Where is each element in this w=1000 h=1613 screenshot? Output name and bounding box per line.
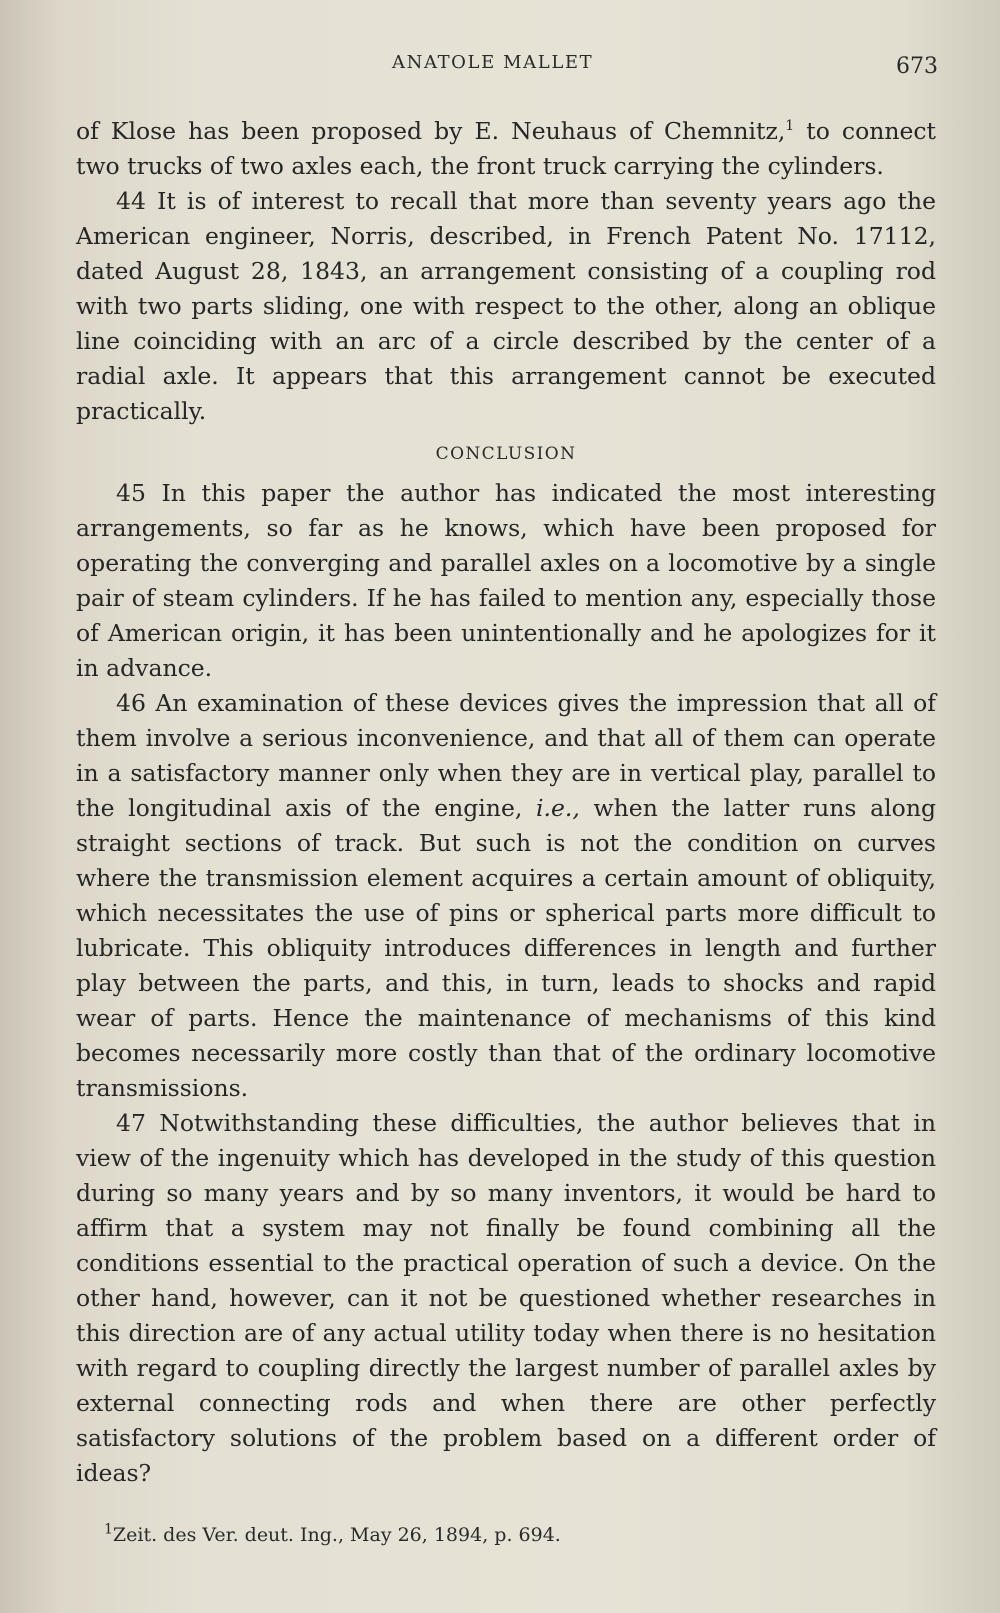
page-number: 673 [896, 54, 938, 79]
paragraph-number: 47 [116, 1109, 146, 1137]
paragraph-text: In this paper the author has indicated the most interesting arrangements, so far as he knows, which have been proposed for operating the converging and parallel axles on a locomotive by a single pair of steam cylinders. If he has failed to mention any, especially those of American origin, it has been unintentionally and he apologizes for it in advance. [76, 479, 936, 682]
paragraph-44 [76, 184, 936, 429]
paragraph-text: Notwithstanding these difficulties, the author believes that in view of the ingenuity which has developed in the study of this question during so many years and by so many inventors, it would be hard to affirm that a system may not finally be found combining all the conditions essential to the practical operation of such a device. On the other hand, however, can it not be questioned whether researches in this direction are of any actual utility today when there is no hesitation with regard to coupling directly the largest number of parallel axles by external connecting rods and when there are other perfectly satisfactory solutions of the problem based on a different order of ideas? [76, 1109, 936, 1487]
paragraph-text: It is of interest to recall that more than seventy years ago the American engineer, Norris, described, in French Patent No. 17112, dated August 28, 1843, an arrangement consisting of a coupling rod with two parts sliding, one with respect to the other, along an oblique line coinciding with an arc of a circle described by the center of a radial axle. It appears that this arrangement cannot be executed practically. [76, 187, 936, 425]
footnote-text: Zeit. des Ver. deut. Ing., May 26, 1894, p. 694. [112, 1524, 561, 1546]
paragraph-number: 45 [116, 479, 146, 507]
continued-paragraph-text-end: to connect two trucks of two axles each, the front truck carrying the cylinders. [76, 117, 937, 180]
paragraph-text: An examination of these devices gives the impression that all of them involve a serious inconvenience, and that all of them can operate in a satisfactory manner only when they are in vertical play, parallel to the longitudinal axis of the engine, [76, 689, 936, 822]
paragraph-number: 44 [116, 187, 146, 215]
paragraph-47 [76, 1106, 936, 1491]
running-title: ANATOLE MALLET [392, 52, 594, 73]
footnote-marker: 1 [104, 1521, 113, 1538]
continued-paragraph [76, 114, 936, 184]
paragraph-45 [76, 476, 936, 686]
section-heading: CONCLUSION [435, 444, 577, 464]
paragraph-46 [76, 686, 936, 1106]
italic-abbreviation: i.e., [536, 794, 580, 822]
body-text [76, 114, 936, 1491]
paragraph-number: 46 [116, 689, 146, 717]
footnote [104, 1521, 884, 1546]
continued-paragraph-text: of Klose has been proposed by E. Neuhaus of Chemnitz, [76, 117, 786, 145]
footnote-reference: 1 [785, 118, 795, 135]
paragraph-text-continued: when the latter runs along straight sections of track. But such is not the condition on curves where the transmission element acquires a certain amount of obliquity, which necessitates the use of pins or spherical parts more difficult to lubricate. This obliquity introduces differences in length and further play between the parts, and this, in turn, leads to shocks and rapid wear of parts. Hence the maintenance of mechanisms of this kind becomes necessarily more costly than that of the ordinary locomotive transmissions. [76, 794, 937, 1102]
